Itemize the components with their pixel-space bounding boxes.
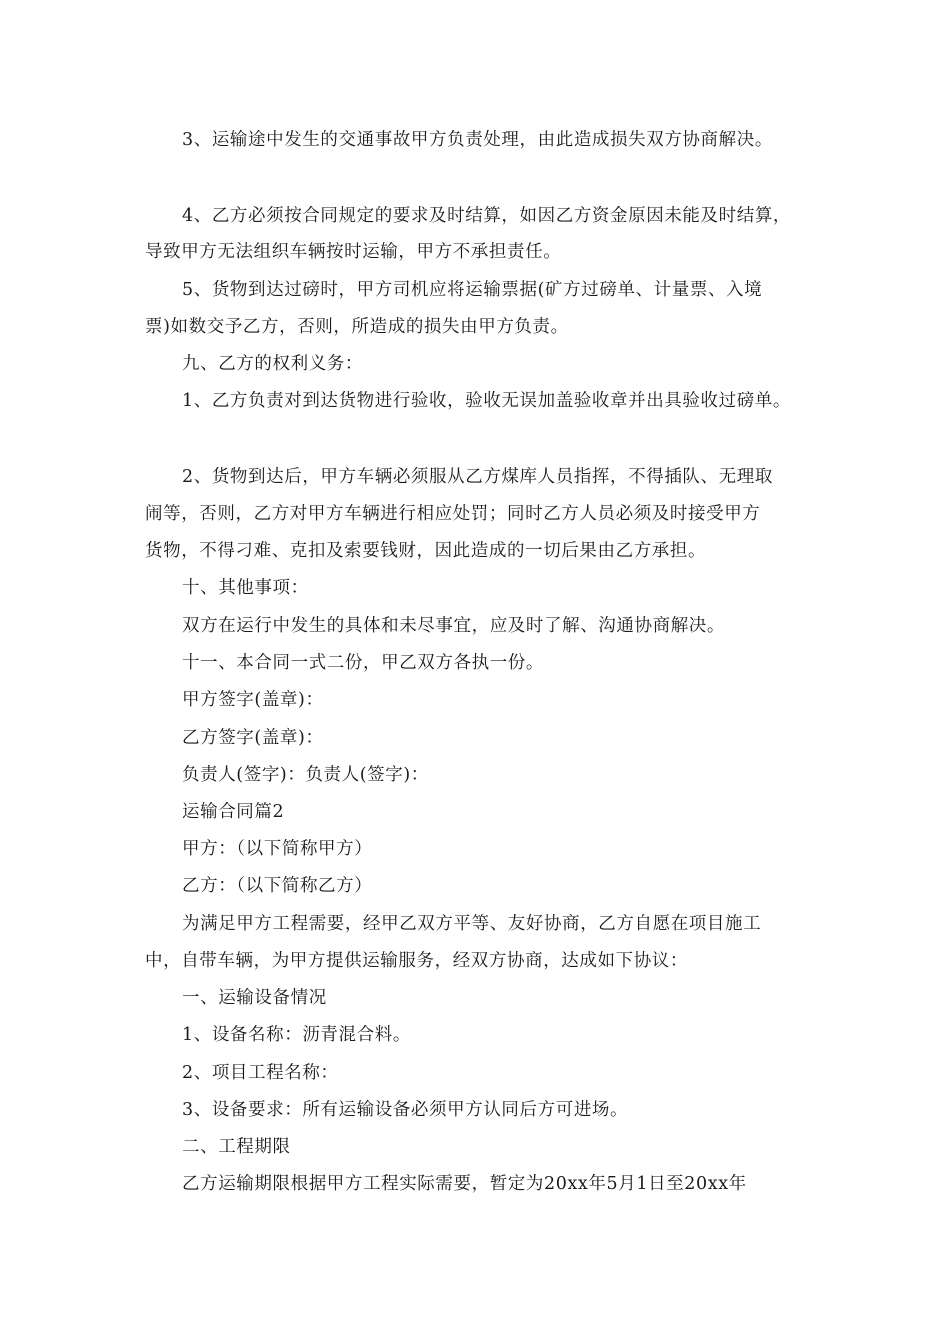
section-heading: 九、乙方的权利义务： xyxy=(182,354,363,374)
paragraph-line: 1、乙方负责对到达货物进行验收，验收无误加盖验收章并出具验收过磅单。 xyxy=(182,391,792,411)
party-b-line: 乙方：（以下简称乙方） xyxy=(182,876,373,896)
signature-line-party-b: 乙方签字(盖章)： xyxy=(182,728,324,748)
paragraph-line: 闹等，否则，乙方对甲方车辆进行相应处罚；同时乙方人员必须及时接受甲方 xyxy=(145,504,761,524)
paragraph-line: 货物，不得刁难、克扣及索要钱财，因此造成的一切后果由乙方承担。 xyxy=(145,541,707,561)
paragraph-line: 1、设备名称：沥青混合料。 xyxy=(182,1025,411,1045)
paragraph-line: 5、货物到达过磅时，甲方司机应将运输票据(矿方过磅单、计量票、入境 xyxy=(182,280,763,300)
paragraph-line: 导致甲方无法组织车辆按时运输，甲方不承担责任。 xyxy=(145,242,562,262)
paragraph-line: 3、设备要求：所有运输设备必须甲方认同后方可进场。 xyxy=(182,1100,629,1120)
paragraph-line: 中，自带车辆，为甲方提供运输服务，经双方协商，达成如下协议： xyxy=(145,951,688,971)
section-heading: 十、其他事项： xyxy=(182,578,309,598)
section-heading: 二、工程期限 xyxy=(182,1137,291,1157)
paragraph-line: 2、项目工程名称： xyxy=(182,1063,339,1083)
paragraph-line: 3、运输途中发生的交通事故甲方负责处理，由此造成损失双方协商解决。 xyxy=(182,130,773,150)
contract-title: 运输合同篇2 xyxy=(182,802,285,822)
signature-line-responsible: 负责人(签字)：负责人(签字)： xyxy=(182,765,429,785)
signature-line-party-a: 甲方签字(盖章)： xyxy=(182,690,324,710)
paragraph-line: 票)如数交予乙方，否则，所造成的损失由甲方负责。 xyxy=(145,317,569,337)
paragraph-line: 双方在运行中发生的具体和未尽事宜，应及时了解、沟通协商解决。 xyxy=(182,616,725,636)
paragraph-line: 为满足甲方工程需要，经甲乙双方平等、友好协商，乙方自愿在项目施工 xyxy=(182,914,762,934)
section-heading: 十一、本合同一式二份，甲乙双方各执一份。 xyxy=(182,653,544,673)
party-a-line: 甲方：（以下简称甲方） xyxy=(182,839,373,859)
paragraph-line: 4、乙方必须按合同规定的要求及时结算，如因乙方资金原因未能及时结算， xyxy=(182,206,792,226)
paragraph-line: 2、货物到达后，甲方车辆必须服从乙方煤库人员指挥，不得插队、无理取 xyxy=(182,467,773,487)
paragraph-line: 乙方运输期限根据甲方工程实际需要，暂定为20xx年5月1日至20xx年 xyxy=(182,1174,747,1194)
section-heading: 一、运输设备情况 xyxy=(182,988,327,1008)
